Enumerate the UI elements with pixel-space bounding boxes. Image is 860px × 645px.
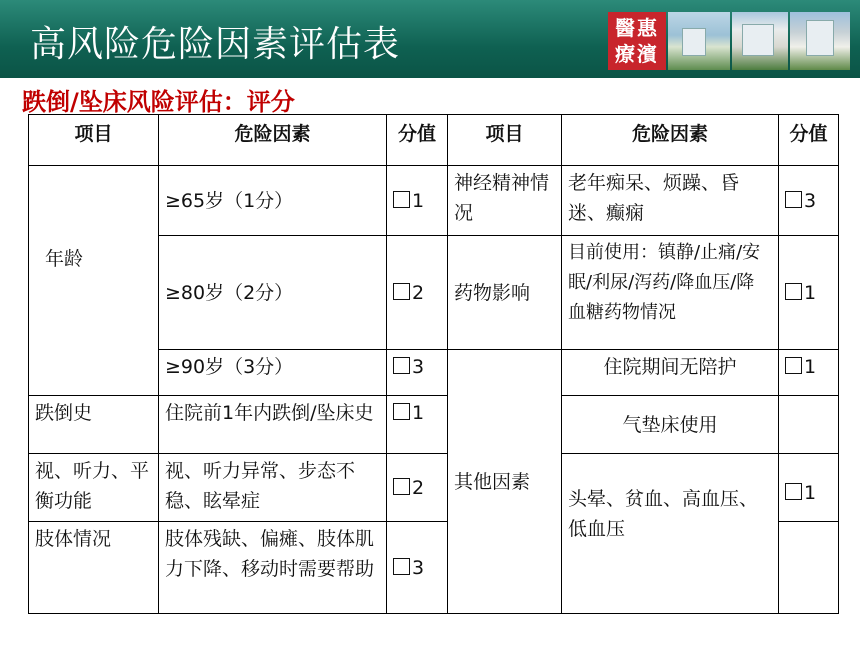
checkbox[interactable] [785, 191, 802, 208]
factor-cell: 老年痴呆、烦躁、昏迷、癫痫 [562, 166, 779, 236]
factor-cell: ≥90岁（3分） [159, 350, 387, 396]
col-header-item-2: 项目 [448, 115, 562, 166]
score-cell: 3 [387, 350, 448, 396]
factor-cell: 目前使用：镇静/止痛/安眠/利尿/泻药/降血压/降血糖药物情况 [562, 236, 779, 350]
page-title: 高风险危险因素评估表 [30, 24, 401, 65]
other-factors-label-cell: 其他因素 [448, 350, 562, 614]
score-cell: 1 [387, 166, 448, 236]
score-cell: 1 [779, 454, 839, 522]
score-cell: 1 [779, 236, 839, 350]
table-row [29, 396, 839, 454]
hospital-logo: 醫惠療濱 [608, 12, 666, 70]
item-cell: 药物影响 [448, 236, 562, 350]
factor-cell: 视、听力异常、步态不稳、眩晕症 [159, 454, 387, 522]
col-header-factor-2: 危险因素 [562, 115, 779, 166]
checkbox[interactable] [393, 283, 410, 300]
age-label-cell: 年龄 [29, 166, 159, 396]
factor-cell: ≥80岁（2分） [159, 236, 387, 350]
risk-assessment-table [28, 114, 839, 614]
hospital-photo-2 [732, 12, 788, 70]
factor-cell: 住院前1年内跌倒/坠床史 [159, 396, 387, 454]
checkbox[interactable] [785, 283, 802, 300]
score-cell: 1 [387, 396, 448, 454]
factor-cell: 头晕、贫血、高血压、低血压 [562, 454, 779, 614]
table-row [29, 454, 839, 522]
factor-cell: 气垫床使用 [562, 396, 779, 454]
score-cell-empty [779, 522, 839, 614]
checkbox[interactable] [785, 357, 802, 374]
col-header-score-2: 分值 [779, 115, 839, 166]
factor-cell: 住院期间无陪护 [562, 350, 779, 396]
score-cell [779, 396, 839, 454]
checkbox[interactable] [393, 558, 410, 575]
title-banner [0, 0, 860, 78]
score-cell: 3 [779, 166, 839, 236]
table-header-row [29, 115, 839, 166]
checkbox[interactable] [393, 357, 410, 374]
col-header-item: 项目 [29, 115, 159, 166]
item-cell: 跌倒史 [29, 396, 159, 454]
item-cell: 神经精神情况 [448, 166, 562, 236]
score-cell: 1 [779, 350, 839, 396]
item-cell: 肢体情况 [29, 522, 159, 614]
checkbox[interactable] [393, 478, 410, 495]
factor-cell: ≥65岁（1分） [159, 166, 387, 236]
score-cell: 2 [387, 454, 448, 522]
factor-cell: 肢体残缺、偏瘫、肢体肌力下降、移动时需要帮助 [159, 522, 387, 614]
col-header-factor: 危险因素 [159, 115, 387, 166]
checkbox[interactable] [785, 483, 802, 500]
score-cell: 3 [387, 522, 448, 614]
score-cell: 2 [387, 236, 448, 350]
section-subtitle: 跌倒/坠床风险评估：评分 [22, 88, 295, 116]
hospital-photo-1 [668, 12, 730, 70]
checkbox[interactable] [393, 403, 410, 420]
table-row [29, 166, 839, 236]
hospital-photo-3 [790, 12, 850, 70]
item-cell: 视、听力、平衡功能 [29, 454, 159, 522]
checkbox[interactable] [393, 191, 410, 208]
col-header-score: 分值 [387, 115, 448, 166]
